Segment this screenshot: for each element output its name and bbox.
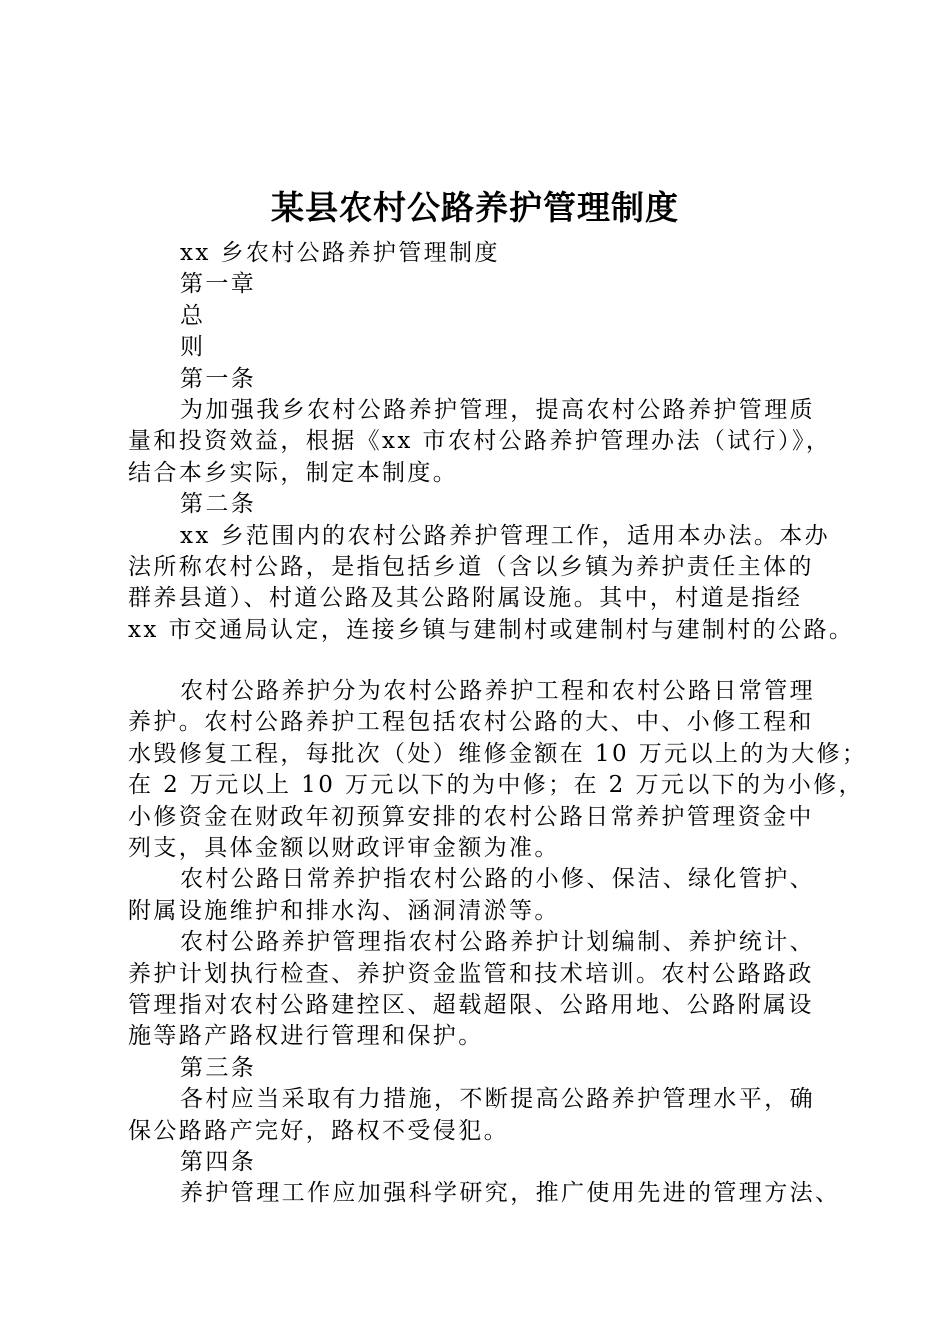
- subtitle-line: xx 乡农村公路养护管理制度: [180, 240, 500, 266]
- article-2-text-line: xx 市交通局认定，连接乡镇与建制村或建制村与建制村的公路。: [128, 616, 855, 643]
- paragraph-gap: [128, 646, 838, 676]
- article-1-text-line: 结合本乡实际，制定本制度。: [128, 459, 459, 486]
- article-4-text-line: 养护管理工作应加强科学研究，推广使用先进的管理方法、: [180, 1180, 841, 1207]
- article-1-text-line: 为加强我乡农村公路养护管理，提高农村公路养护管理质: [180, 396, 815, 423]
- document-body: [128, 238, 868, 1210]
- chapter-name-part2: 则: [180, 334, 206, 361]
- maintenance-types-line: 农村公路养护分为农村公路养护工程和农村公路日常管理: [180, 678, 815, 705]
- maintenance-types-line: 小修资金在财政年初预算安排的农村公路日常养护管理资金中: [128, 803, 814, 830]
- article-3-text-line: 各村应当采取有力措施，不断提高公路养护管理水平，确: [180, 1086, 815, 1113]
- article-2-text-line: 法所称农村公路，是指包括乡道（含以乡镇为养护责任主体的: [128, 553, 814, 580]
- maintenance-management-line: 管理指对农村公路建控区、超载超限、公路用地、公路附属设: [128, 991, 814, 1018]
- chapter-heading: 第一章: [180, 271, 257, 298]
- article-1-text-line: 量和投资效益，根据《xx 市农村公路养护管理办法（试行）》，: [128, 428, 832, 455]
- maintenance-types-line: 在 2 万元以上 10 万元以下的为中修；在 2 万元以下的为小修，: [128, 772, 864, 799]
- article-2-text-line: xx 乡范围内的农村公路养护管理工作，适用本办法。本办: [180, 522, 831, 549]
- article-2-heading: 第二条: [180, 491, 257, 518]
- article-2-text-line: 群养县道）、村道公路及其公路附属设施。其中，村道是指经: [128, 585, 803, 612]
- maintenance-types-line: 列支，具体金额以财政评审金额为准。: [128, 835, 560, 862]
- article-1-heading: 第一条: [180, 365, 257, 392]
- article-4-heading: 第四条: [180, 1148, 257, 1175]
- daily-maintenance-line: 附属设施维护和排水沟、涵洞清淤等。: [128, 897, 560, 924]
- document-title: 某县农村公路养护管理制度: [271, 188, 679, 227]
- chapter-name-part1: 总: [180, 302, 206, 329]
- article-3-text-line: 保公路路产完好，路权不受侵犯。: [128, 1117, 509, 1144]
- daily-maintenance-line: 农村公路日常养护指农村公路的小修、保洁、绿化管护、: [180, 866, 815, 893]
- maintenance-management-line: 施等路产路权进行管理和保护。: [128, 1023, 484, 1050]
- maintenance-types-line: 水毁修复工程，每批次（处）维修金额在 10 万元以上的为大修；: [128, 740, 868, 767]
- maintenance-management-line: 养护计划执行检查、养护资金监管和技术培训。农村公路路政: [128, 960, 814, 987]
- article-3-heading: 第三条: [180, 1054, 257, 1081]
- maintenance-types-line: 养护。农村公路养护工程包括农村公路的大、中、小修工程和: [128, 709, 814, 736]
- maintenance-management-line: 农村公路养护管理指农村公路养护计划编制、养护统计、: [180, 929, 815, 956]
